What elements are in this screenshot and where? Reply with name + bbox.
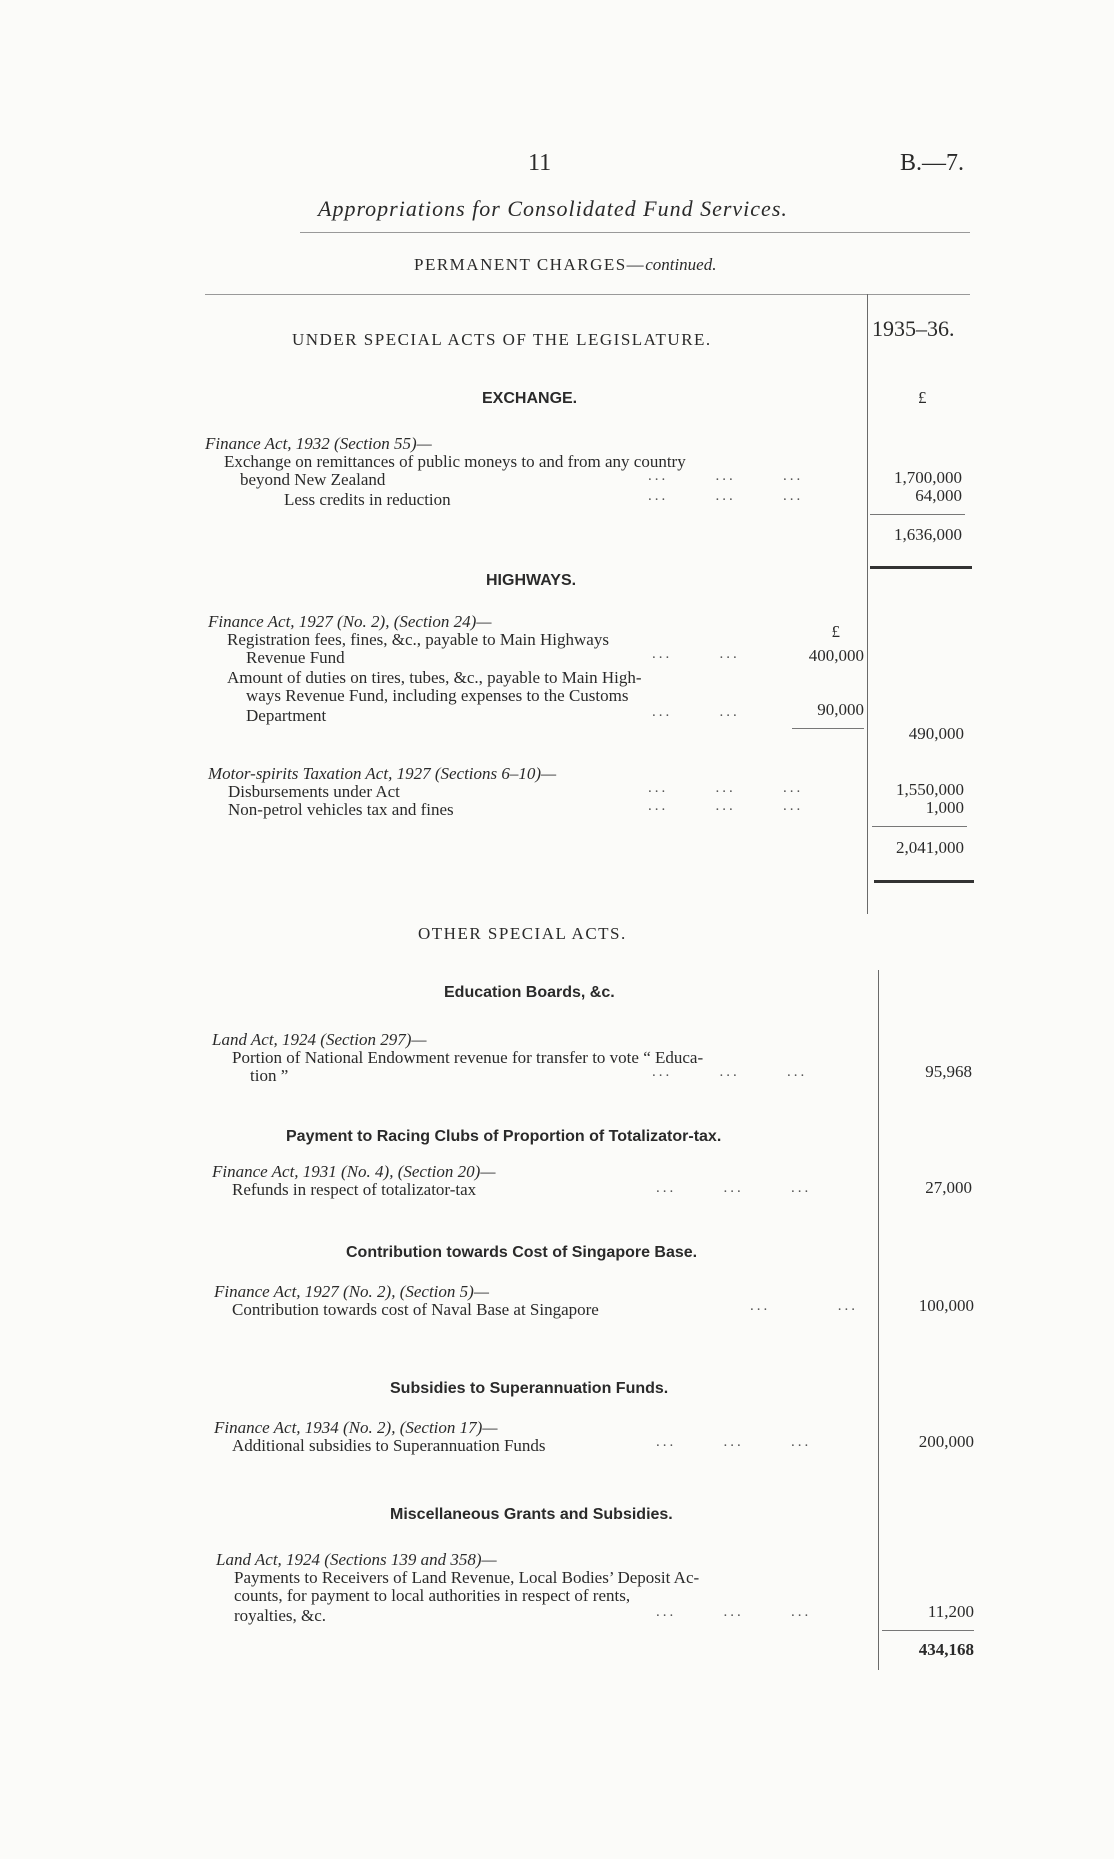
inner-currency-symbol: £ bbox=[831, 622, 840, 641]
page-number: 11 bbox=[528, 150, 552, 176]
other-acts-total: 434,168 bbox=[918, 1640, 974, 1659]
act-finance-1927-no2: Finance Act, 1927 (No. 2), (Section 24)— bbox=[208, 612, 492, 631]
leader-dots: ... ... bbox=[750, 1298, 858, 1314]
heading-education-boards: Education Boards, &c. bbox=[444, 984, 615, 1001]
column-line-lower bbox=[878, 970, 879, 1670]
misc-amount: 11,200 bbox=[927, 1602, 974, 1621]
misc-line-1: Payments to Receivers of Land Revenue, Local Bodies’ Deposit Ac- bbox=[234, 1568, 700, 1587]
exchange-line-2: beyond New Zealand bbox=[240, 470, 386, 489]
leader-dots: ... ... ... bbox=[648, 780, 804, 796]
subtitle-rule bbox=[205, 294, 970, 295]
leader-dots: ... ... ... bbox=[656, 1180, 812, 1196]
duties-amount: 90,000 bbox=[817, 700, 864, 719]
heading-singapore-base: Contribution towards Cost of Singapore Base. bbox=[346, 1244, 698, 1261]
registration-line-1: Registration fees, fines, &c., payable to Main Highways bbox=[227, 630, 609, 649]
document-reference: B.—7. bbox=[900, 150, 965, 176]
exchange-amount-gross: 1,700,000 bbox=[894, 468, 962, 487]
registration-line-2: Revenue Fund bbox=[246, 648, 345, 667]
leader-dots: ... ... ... bbox=[652, 1064, 808, 1080]
page-subtitle: PERMANENT CHARGES—continued. bbox=[414, 255, 717, 274]
act-land-1924-s297: Land Act, 1924 (Section 297)— bbox=[212, 1030, 427, 1049]
exchange-line-3: Less credits in reduction bbox=[284, 490, 451, 509]
singapore-line-1: Contribution towards cost of Naval Base at Singapore bbox=[232, 1300, 599, 1319]
leader-dots: ... ... ... bbox=[656, 1434, 812, 1450]
duties-line-2: ways Revenue Fund, including expenses to the Customs bbox=[246, 686, 629, 705]
disbursements-amount: 1,550,000 bbox=[896, 780, 964, 799]
exchange-line-1: Exchange on remittances of public moneys to and from any country bbox=[224, 452, 686, 471]
currency-symbol: £ bbox=[918, 388, 927, 407]
act-finance-1934-no2: Finance Act, 1934 (No. 2), (Section 17)— bbox=[214, 1418, 498, 1437]
leader-dots: ... ... ... bbox=[648, 798, 804, 814]
exchange-total: 1,636,000 bbox=[894, 525, 962, 544]
leader-dots: ... ... bbox=[652, 646, 740, 662]
education-line-1: Portion of National Endowment revenue for transfer to vote “ Educa- bbox=[232, 1048, 704, 1067]
singapore-amount: 100,000 bbox=[918, 1296, 974, 1315]
racing-amount: 27,000 bbox=[925, 1178, 972, 1197]
misc-line-2: counts, for payment to local authorities in respect of rents, bbox=[234, 1586, 631, 1605]
section-title-other-acts: OTHER SPECIAL ACTS. bbox=[418, 924, 627, 943]
highways-subtotal: 490,000 bbox=[908, 724, 964, 743]
superannuation-line-1: Additional subsidies to Superannuation Funds bbox=[232, 1436, 546, 1455]
act-motor-spirits-1927: Motor-spirits Taxation Act, 1927 (Sections 6–10)— bbox=[208, 764, 557, 783]
superannuation-amount: 200,000 bbox=[918, 1432, 974, 1451]
leader-dots: ... ... ... bbox=[656, 1604, 812, 1620]
act-finance-1932: Finance Act, 1932 (Section 55)— bbox=[205, 434, 432, 453]
non-petrol-label: Non-petrol vehicles tax and fines bbox=[228, 800, 454, 819]
disbursements-label: Disbursements under Act bbox=[228, 782, 400, 801]
title-rule bbox=[300, 232, 970, 233]
year-column-header: 1935–36. bbox=[872, 316, 955, 341]
heading-exchange: EXCHANGE. bbox=[482, 390, 578, 407]
leader-dots: ... ... bbox=[652, 704, 740, 720]
education-line-2: tion ” bbox=[250, 1066, 289, 1085]
duties-line-3: Department bbox=[246, 706, 327, 725]
heading-miscellaneous: Miscellaneous Grants and Subsidies. bbox=[390, 1506, 673, 1523]
leader-dots: ... ... ... bbox=[648, 488, 804, 504]
duties-line-1: Amount of duties on tires, tubes, &c., payable to Main High- bbox=[227, 668, 642, 687]
column-line-upper bbox=[867, 294, 868, 914]
education-amount: 95,968 bbox=[925, 1062, 972, 1081]
leader-dots: ... ... ... bbox=[648, 468, 804, 484]
exchange-amount-credits: 64,000 bbox=[915, 486, 962, 505]
registration-amount: 400,000 bbox=[808, 646, 864, 665]
highways-total: 2,041,000 bbox=[896, 838, 964, 857]
rule bbox=[882, 1630, 974, 1631]
racing-line-1: Refunds in respect of totalizator-tax bbox=[232, 1180, 477, 1199]
heading-racing-clubs: Payment to Racing Clubs of Proportion of Totalizator-tax. bbox=[286, 1128, 722, 1145]
non-petrol-amount: 1,000 bbox=[925, 798, 964, 817]
section-title-special-acts: UNDER SPECIAL ACTS OF THE LEGISLATURE. bbox=[292, 330, 712, 349]
rule-thick bbox=[870, 566, 972, 569]
misc-line-3: royalties, &c. bbox=[234, 1606, 327, 1625]
heading-highways: HIGHWAYS. bbox=[486, 572, 577, 589]
act-finance-1927-s5: Finance Act, 1927 (No. 2), (Section 5)— bbox=[214, 1282, 489, 1301]
rule bbox=[870, 514, 965, 515]
rule bbox=[792, 728, 864, 729]
act-land-1924-s139: Land Act, 1924 (Sections 139 and 358)— bbox=[216, 1550, 497, 1569]
rule bbox=[872, 826, 967, 827]
page-title: Appropriations for Consolidated Fund Services. bbox=[318, 196, 788, 221]
heading-superannuation: Subsidies to Superannuation Funds. bbox=[390, 1380, 669, 1397]
act-finance-1931-no4: Finance Act, 1931 (No. 4), (Section 20)— bbox=[212, 1162, 496, 1181]
rule-thick bbox=[874, 880, 974, 883]
